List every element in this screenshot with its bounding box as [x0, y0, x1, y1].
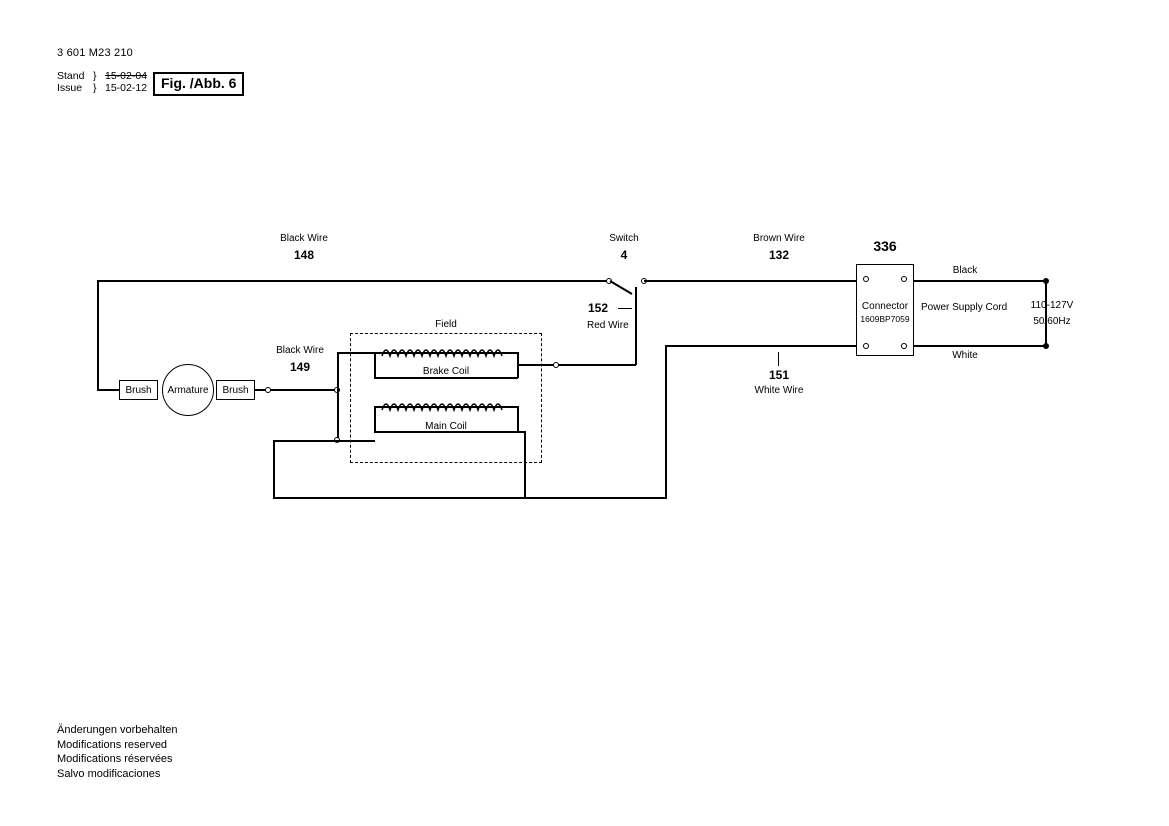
stand-brace: } — [93, 70, 97, 82]
label-switch-num: 4 — [620, 248, 628, 262]
wire-brown-132 — [644, 280, 857, 282]
wire-return-left-riser — [273, 440, 275, 498]
footer-line-fr: Modifications réservées — [57, 753, 173, 765]
connector-pin-tl — [863, 276, 869, 282]
wire-main-left — [374, 406, 376, 432]
wire-cord-white — [913, 345, 1046, 347]
issue-brace: } — [93, 82, 97, 94]
wire-field-upper-stub — [337, 352, 339, 390]
label-main-coil: Main Coil — [425, 421, 467, 432]
connector-labels — [857, 301, 913, 326]
brake-coil-winding — [382, 344, 512, 360]
wire-main-out-riser — [524, 431, 526, 498]
connector-part-number: 1609BP7059 — [860, 314, 910, 324]
footer-line-es: Salvo modificaciones — [57, 767, 161, 780]
label-voltage: 110-127V — [1030, 300, 1074, 311]
figure-badge: Fig. /Abb. 6 — [153, 72, 244, 96]
label-connector-num: 336 — [873, 238, 897, 254]
label-white-leader — [778, 352, 779, 366]
document-number: 3 601 M23 210 — [57, 47, 133, 59]
label-white-wire-name: White Wire — [754, 385, 804, 396]
label-black-wire-148-num: 148 — [293, 248, 315, 262]
wire-field-lower-in — [337, 440, 375, 442]
label-switch-name: Switch — [609, 233, 639, 244]
wire-return-to-field-lower — [273, 440, 337, 442]
wire-main-right — [517, 406, 519, 432]
label-frequency: 50/60Hz — [1033, 316, 1071, 327]
wire-white-to-connector — [665, 345, 857, 347]
label-red-wire-num: 152 — [588, 301, 609, 315]
plug-terminal-top — [1043, 278, 1049, 284]
armature: Armature — [162, 364, 214, 416]
wire-brake-bottom — [374, 377, 518, 379]
label-white-wire-num: 151 — [768, 368, 790, 382]
wire-brake-left — [374, 352, 376, 378]
wire-brake-out-riser — [517, 352, 519, 365]
wire-cord-terminal-bus — [1045, 281, 1047, 345]
label-black-wire-149-name: Black Wire — [276, 345, 324, 356]
label-black-wire-149-num: 149 — [289, 360, 311, 374]
label-power-supply-cord: Power Supply Cord — [921, 302, 1008, 313]
label-red-wire-leader — [618, 308, 632, 309]
label-white-lead: White — [952, 350, 978, 361]
plug-terminal-bottom — [1043, 343, 1049, 349]
node-brush-right — [265, 387, 271, 393]
connector-pin-tr — [901, 276, 907, 282]
connector-pin-br — [901, 343, 907, 349]
wire-brake-out — [518, 364, 556, 366]
wire-field-left-bus — [337, 389, 339, 441]
main-coil-winding — [382, 398, 512, 414]
brush-left: Brush — [119, 380, 158, 400]
footer-line-de: Änderungen vorbehalten — [57, 724, 178, 736]
issue-label: Issue — [57, 82, 83, 94]
stand-date: 15-02-04 — [105, 70, 148, 82]
connector-pin-bl — [863, 343, 869, 349]
wire-left-vertical — [97, 280, 99, 390]
label-brake-coil: Brake Coil — [422, 366, 470, 377]
label-field: Field — [435, 319, 457, 330]
wire-brake-to-red — [558, 364, 636, 366]
label-black-lead: Black — [952, 265, 978, 276]
issue-date: 15-02-12 — [105, 82, 148, 94]
footer-line-en: Modifications reserved — [57, 738, 168, 751]
issue-row — [57, 82, 147, 94]
label-brown-wire-name: Brown Wire — [753, 233, 805, 244]
label-black-wire-148-name: Black Wire — [280, 233, 328, 244]
wire-cord-black — [913, 280, 1046, 282]
stand-row — [57, 70, 147, 82]
wire-left-to-brush — [97, 389, 120, 391]
brush-right: Brush — [216, 380, 255, 400]
revision-block — [57, 70, 147, 94]
label-brown-wire-num: 132 — [768, 248, 790, 262]
label-red-wire-name: Red Wire — [587, 320, 629, 331]
wire-return-bottom — [273, 497, 667, 499]
stand-label: Stand — [57, 70, 85, 82]
wire-white-riser — [665, 345, 667, 498]
connector-label-text: Connector — [861, 301, 909, 312]
wire-top-rail-148 — [97, 280, 611, 282]
footer-disclaimer — [57, 723, 177, 781]
wire-field-upper-in — [337, 352, 375, 354]
switch-blade-icon[interactable] — [604, 272, 652, 300]
